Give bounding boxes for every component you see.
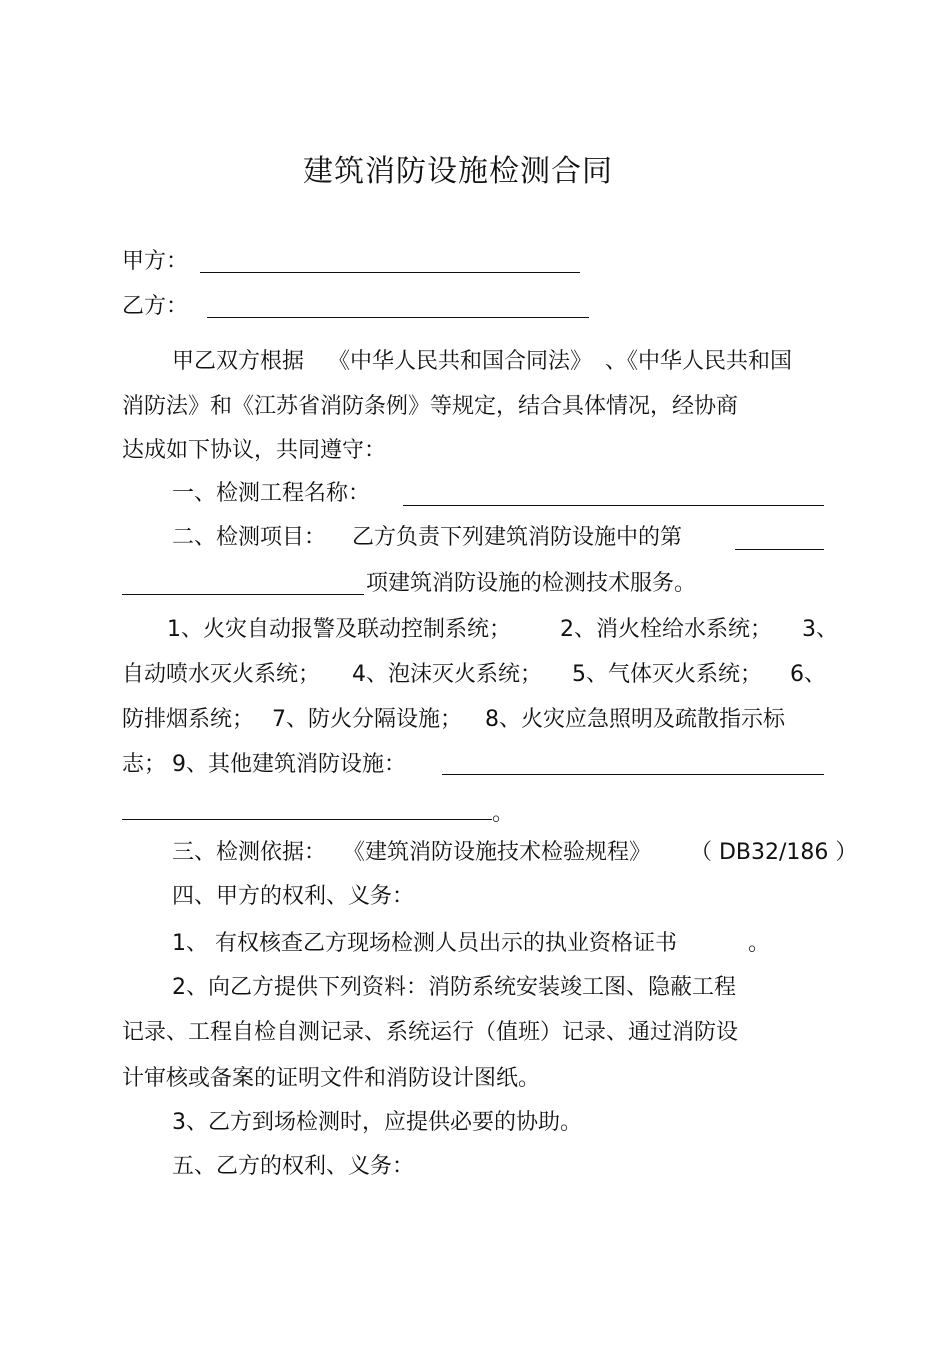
section1-label: 一、检测工程名称： (172, 481, 371, 506)
item-7: 7、防火分隔设施； (272, 707, 462, 732)
item-number-blank-b[interactable] (122, 594, 364, 595)
section4-item2-line3: 计审核或备案的证明文件和消防设计图纸。 (122, 1066, 541, 1091)
item-number-blank-a[interactable] (735, 549, 824, 550)
section3-label: 三、检测依据： (172, 840, 327, 865)
item-6-number: 6、 (790, 662, 826, 687)
intro-line2: 消防法》和《江苏省消防条例》等规定，结合具体情况，经协商 (122, 394, 739, 419)
party-b-label: 乙方： (122, 294, 189, 319)
item-4: 4、泡沫灭火系统； (352, 662, 542, 687)
item-3-number: 3、 (802, 617, 838, 642)
item-5: 5、气体灭火系统； (572, 662, 762, 687)
party-a-blank[interactable] (200, 272, 580, 273)
intro-line1-a: 甲乙双方根据 (172, 349, 305, 374)
section4-item2-line1: 2、向乙方提供下列资料：消防系统安装竣工图、隐蔽工程 (172, 975, 736, 1000)
section2-line2: 项建筑消防设施的检测技术服务。 (366, 571, 697, 596)
section4-item3: 3、乙方到场检测时，应提供必要的协助。 (172, 1110, 582, 1135)
item-9: 9、其他建筑消防设施： (172, 752, 406, 777)
party-a-label: 甲方： (122, 249, 189, 274)
item-2: 2、消火栓给水系统； (560, 617, 772, 642)
section4-item1-end: 。 (748, 931, 771, 956)
project-name-blank[interactable] (403, 505, 824, 506)
section4-item2-line2: 记录、工程自检自测记录、系统运行（值班）记录、通过消防设 (122, 1020, 739, 1045)
item-1: 1、火灾自动报警及联动控制系统； (167, 617, 511, 642)
item-8-end: 志； (122, 752, 167, 777)
section4-label: 四、甲方的权利、义务： (172, 884, 415, 909)
document-title: 建筑消防设施检测合同 (303, 154, 613, 189)
section2-label: 二、检测项目： (172, 525, 327, 550)
item-9-end: 。 (492, 801, 515, 826)
intro-line1-b: 《中华人民共和国合同法》 (328, 349, 593, 374)
other-facilities-blank-a[interactable] (442, 774, 824, 775)
item-8: 8、火灾应急照明及疏散指示标 (485, 707, 785, 732)
intro-line3: 达成如下协议，共同遵守： (122, 438, 387, 463)
section3-code: （ DB32/186 ） (690, 840, 858, 865)
item-6-text: 防排烟系统； (122, 707, 255, 732)
intro-line1-c: 、《中华人民共和国 (605, 349, 793, 374)
section4-item1: 1、 有权核查乙方现场检测人员出示的执业资格证书 (172, 931, 677, 956)
party-b-blank[interactable] (207, 317, 589, 318)
section5-label: 五、乙方的权利、义务： (172, 1154, 415, 1179)
section3-text: 《建筑消防设施技术检验规程》 (343, 840, 652, 865)
item-3-text: 自动喷水灭火系统； (122, 662, 321, 687)
other-facilities-blank-b[interactable] (122, 819, 492, 820)
section2-text: 乙方负责下列建筑消防设施中的第 (352, 525, 683, 550)
